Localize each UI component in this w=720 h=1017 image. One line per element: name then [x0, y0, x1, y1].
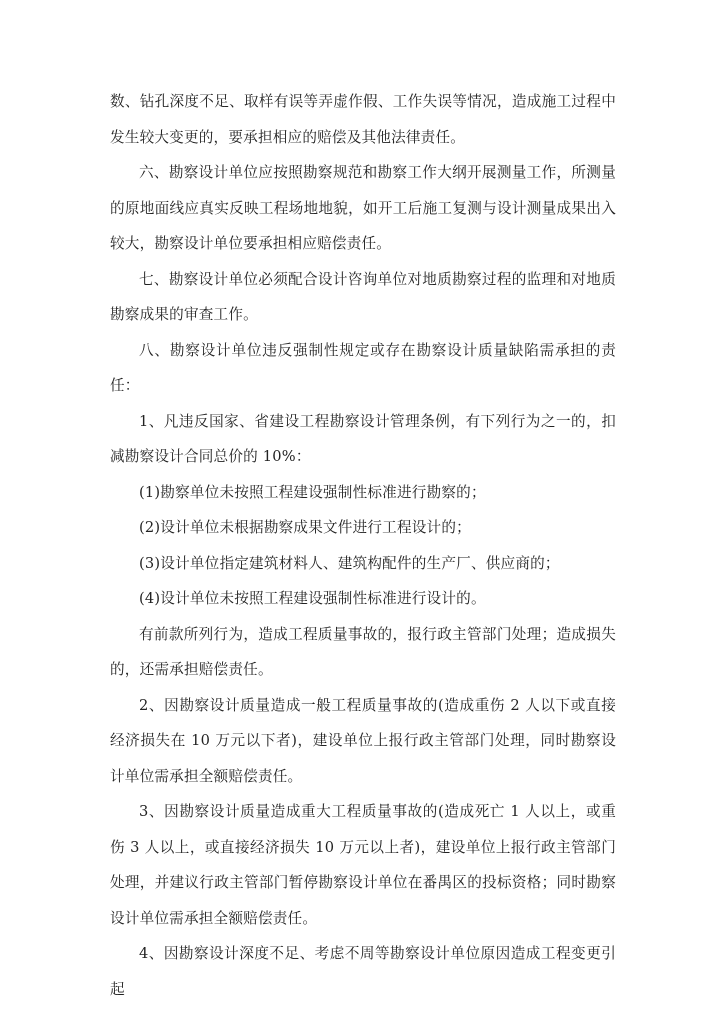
paragraph-clause-6: 六、勘察设计单位应按照勘察规范和勘察工作大纲开展测量工作，所测量的原地面线应真实反映工程场地地貌，如开工后施工复测与设计测量成果出入较大，勘察设计单位要承担相应赔偿责任。	[110, 164, 616, 252]
paragraph-item-4: 4、因勘察设计深度不足、考虑不周等勘察设计单位原因造成工程变更引起	[110, 945, 616, 998]
document-body	[110, 84, 616, 1007]
paragraph-item-2: 2、因勘察设计质量造成一般工程质量事故的(造成重伤 2 人以下或直接经济损失在 10 万元以下者)，建设单位上报行政主管部门处理，同时勘察设计单位需承担全额赔偿责任。	[110, 696, 616, 785]
paragraph-subitem-3: (3)设计单位指定建筑材料人、建筑构配件的生产厂、供应商的；	[139, 554, 560, 572]
paragraph-item-3: 3、因勘察设计质量造成重大工程质量事故的(造成死亡 1 人以上，或重伤 3 人以上，或直接经济损失 10 万元以上者)，建设单位上报行政主管部门处理，并建议行政主管部门暂停勘察设计单位在番禺区的投标资格；同时勘察设计单位需承担全额赔偿责任。	[110, 803, 616, 927]
paragraph-subitem-1: (1)勘察单位未按照工程建设强制性标准进行勘察的；	[139, 483, 486, 501]
paragraph-subitem-2: (2)设计单位未根据勘察成果文件进行工程设计的；	[139, 519, 471, 536]
paragraph-clause-7: 七、勘察设计单位必须配合设计咨询单位对地质勘察过程的监理和对地质勘察成果的审查工作。	[110, 270, 616, 323]
paragraph-clause-8: 八、勘察设计单位违反强制性规定或存在勘察设计质量缺陷需承担的责任：	[110, 341, 616, 394]
paragraph-continuation: 数、钻孔深度不足、取样有误等弄虚作假、工作失误等情况，造成施工过程中发生较大变更的，要承担相应的赔偿及其他法律责任。	[110, 93, 616, 146]
paragraph-consequence: 有前款所列行为，造成工程质量事故的，报行政主管部门处理；造成损失的，还需承担赔偿责任。	[110, 625, 616, 678]
paragraph-item-1: 1、凡违反国家、省建设工程勘察设计管理条例，有下列行为之一的，扣减勘察设计合同总价的 10%：	[110, 412, 616, 465]
paragraph-subitem-4: (4)设计单位未按照工程建设强制性标准进行设计的。	[139, 590, 486, 607]
